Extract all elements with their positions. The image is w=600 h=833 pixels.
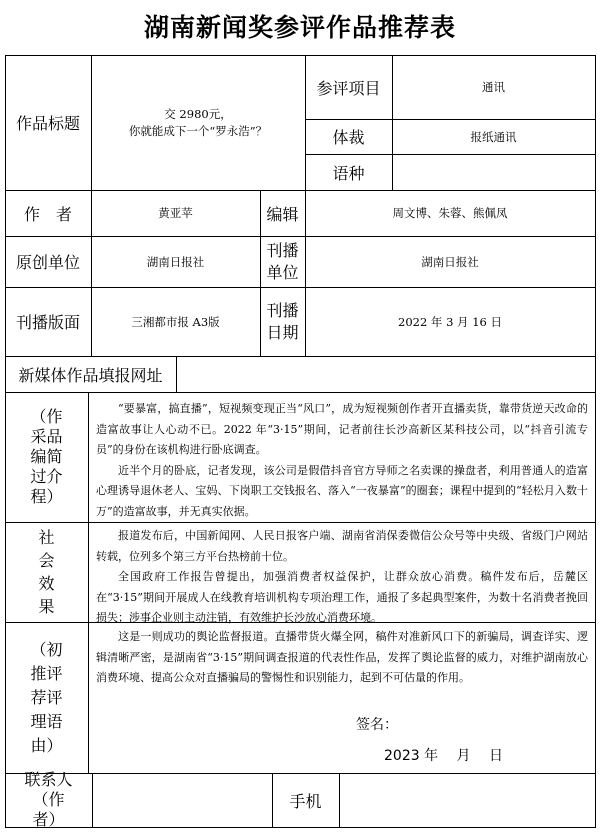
author-value: 黄亚苹 <box>158 206 193 220</box>
effect-label <box>5 522 88 622</box>
category-value: 通讯 <box>482 80 505 94</box>
form-title: 湖南新闻奖参评作品推荐表 <box>143 13 456 42</box>
border-bottom <box>5 827 595 828</box>
intro-paragraph: 近半个月的卧底，记者发现，该公司是假借抖音官方导师之名卖课的操盘者，利用普通人的造富心理诱导退休老人、宝妈、下岗职工交钱报名、落入“一夜暴富”的圈套；课程中提到的“轻松月入数十万”的造富故事，并无真实依据。 <box>96 463 588 518</box>
row-line <box>5 392 595 393</box>
effect-paragraph: 全国政府工作报告曾提出，加强消费者权益保护，让群众放心消费。稿件发布后，岳麓区在“3·15”期间开展成人在线教育培训机构专项治理工作，通报了多起典型案件，为数十名消费者挽回损失；涉事企业则主动注销，有效维护长沙放心消费环境。 <box>96 570 588 624</box>
publish-unit-value: 湖南日报社 <box>421 254 479 269</box>
publish-date-label: 刊播日期 <box>266 300 299 342</box>
publish-unit-label: 刊播单位 <box>266 240 299 282</box>
effect-text <box>96 526 588 629</box>
work-title-label: 作品标题 <box>15 114 80 133</box>
language-label: 语种 <box>332 163 365 183</box>
signature-label: 签名： <box>356 717 398 733</box>
border-right <box>595 55 596 828</box>
intro-label <box>5 392 88 522</box>
review-text <box>96 627 588 689</box>
new-media-url-value <box>176 356 595 392</box>
genre-label: 体裁 <box>332 128 365 147</box>
editor-value: 周文博、朱蓉、熊佩凤 <box>392 206 508 220</box>
signature-date: 2023 年 月 日 <box>384 748 503 764</box>
review-label <box>5 622 88 773</box>
origin-unit-label: 原创单位 <box>15 253 80 272</box>
intro-label-text: （作采品编简过介程） <box>30 407 63 506</box>
contact-label <box>5 770 92 829</box>
genre-value: 报纸通讯 <box>470 129 517 144</box>
intro-paragraph: “要暴富，搞直播”，短视频变现正当“风口”，成为短视频创作者开直播卖货，靠带货逆天改命的造富故事让人心动不已。2022 年“3·15”期间，记者前往长沙高新区某科技公司，以“抖音引流专员”的身份在该机构进行卧底调查。 <box>96 402 588 456</box>
language-value <box>392 154 595 190</box>
contact-label-text: 联系人（作者） <box>24 770 73 829</box>
new-media-url-label: 新媒体作品填报网址 <box>18 365 163 385</box>
contact-value[interactable] <box>92 773 272 827</box>
phone-label: 手机 <box>289 791 322 811</box>
effect-label-text: 社会效果 <box>38 528 55 616</box>
review-paragraph: 这是一则成功的舆论监督报道。直播带货火爆全网，稿件对准新风口下的新骗局，调查详实、逻辑清晰严密，是湖南省“3·15”期间调查报道的代表性作品，发挥了舆论监督的威力，对维护湖南放心消费环境、提高公众对直播骗局的警惕性和识别能力，起到不可估量的作用。 <box>96 630 588 684</box>
category-label: 参评项目 <box>316 78 381 98</box>
origin-unit-value: 湖南日报社 <box>146 254 205 269</box>
author-label: 作 者 <box>23 204 72 224</box>
phone-value[interactable] <box>339 773 595 827</box>
col-line <box>88 392 89 773</box>
editor-label: 编辑 <box>266 204 299 224</box>
effect-paragraph: 报道发布后，中国新闻网、人民日报客户端、湖南省消保委微信公众号等中央级、省级门户网站转载，位列多个第三方平台热榜前十位。 <box>96 529 588 563</box>
work-title-value <box>91 55 305 190</box>
work-title-line2: 你就能成下一个“罗永浩”？ <box>128 123 268 138</box>
publish-page-value: 三湘都市报 A3版 <box>131 314 220 329</box>
publish-page-label: 刊播版面 <box>15 313 80 332</box>
row-line <box>5 522 595 523</box>
publish-date-value: 2022 年 3 月 16 日 <box>398 314 502 329</box>
intro-text <box>96 399 588 522</box>
review-label-text: （初推评荐评理语由） <box>30 639 63 755</box>
work-title-line1: 交 2980元， <box>164 106 232 121</box>
